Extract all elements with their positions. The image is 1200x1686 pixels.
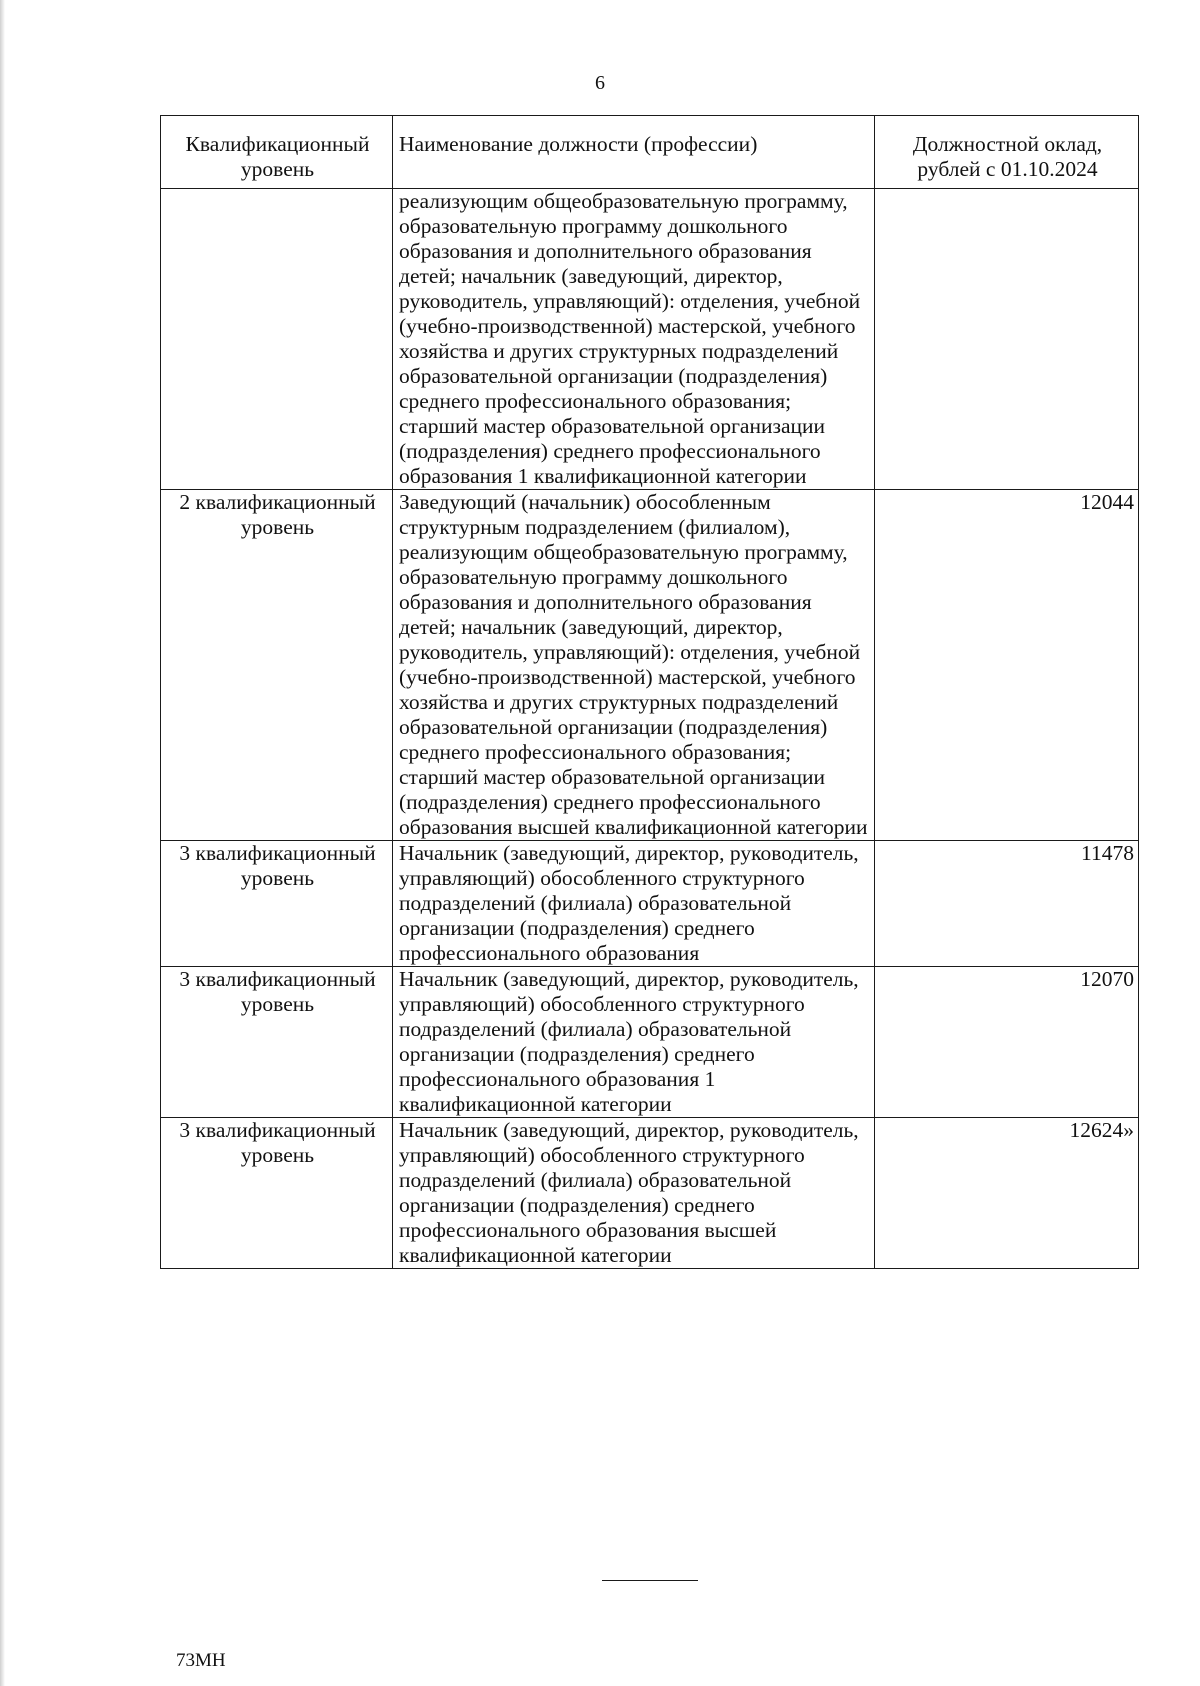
cell-salary: 12070 bbox=[875, 967, 1139, 1118]
header-salary: Должностной оклад, рублей с 01.10.2024 bbox=[875, 116, 1139, 189]
header-position-name: Наименование должности (профессии) bbox=[393, 116, 875, 189]
table-header-row bbox=[161, 116, 1139, 189]
cell-position-name: Заведующий (начальник) обособленным структурным подразделением (филиалом), реализующим общеобразовательную программу, образовательную программу дошкольного образования и дополнительного образования детей; начальник (заведующий, директор, руководитель, управляющий): отделения, учебной (учебно-производственной) мастерской, учебного хозяйства и других структурных подразделений образовательной организации (подразделения) среднего профессионального образования; старший мастер образовательной организации (подразделения) среднего профессионального образования высшей квалификационной категории bbox=[393, 490, 875, 841]
cell-level: 2 квалификационный уровень bbox=[161, 490, 393, 841]
cell-salary: 12044 bbox=[875, 490, 1139, 841]
table-row bbox=[161, 841, 1139, 967]
table-row bbox=[161, 967, 1139, 1118]
cell-salary bbox=[875, 189, 1139, 490]
cell-level bbox=[161, 189, 393, 490]
cell-position-name: Начальник (заведующий, директор, руководитель, управляющий) обособленного структурного подразделений (филиала) образовательной организации (подразделения) среднего профессионального образования высшей квалификационной категории bbox=[393, 1118, 875, 1269]
footer-divider bbox=[602, 1580, 698, 1581]
cell-position-name: реализующим общеобразовательную программу, образовательную программу дошкольного образования и дополнительного образования детей; начальник (заведующий, директор, руководитель, управляющий): отделения, учебной (учебно-производственной) мастерской, учебного хозяйства и других структурных подразделений образовательной организации (подразделения) среднего профессионального образования; старший мастер образовательной организации (подразделения) среднего профессионального образования 1 квалификационной категории bbox=[393, 189, 875, 490]
table-row bbox=[161, 189, 1139, 490]
cell-level: 3 квалификационный уровень bbox=[161, 841, 393, 967]
scan-edge bbox=[0, 0, 5, 1686]
table-row bbox=[161, 1118, 1139, 1269]
cell-salary: 11478 bbox=[875, 841, 1139, 967]
cell-position-name: Начальник (заведующий, директор, руководитель, управляющий) обособленного структурного подразделений (филиала) образовательной организации (подразделения) среднего профессионального образования bbox=[393, 841, 875, 967]
cell-salary: 12624» bbox=[875, 1118, 1139, 1269]
cell-position-name: Начальник (заведующий, директор, руководитель, управляющий) обособленного структурного подразделений (филиала) образовательной организации (подразделения) среднего профессионального образования 1 квалификационной категории bbox=[393, 967, 875, 1118]
document-code: 73МН bbox=[176, 1650, 226, 1671]
header-level: Квалификационный уровень bbox=[161, 116, 393, 189]
cell-level: 3 квалификационный уровень bbox=[161, 1118, 393, 1269]
cell-level: 3 квалификационный уровень bbox=[161, 967, 393, 1118]
salary-table bbox=[160, 115, 1139, 1269]
table-row bbox=[161, 490, 1139, 841]
page-number: 6 bbox=[595, 72, 605, 94]
